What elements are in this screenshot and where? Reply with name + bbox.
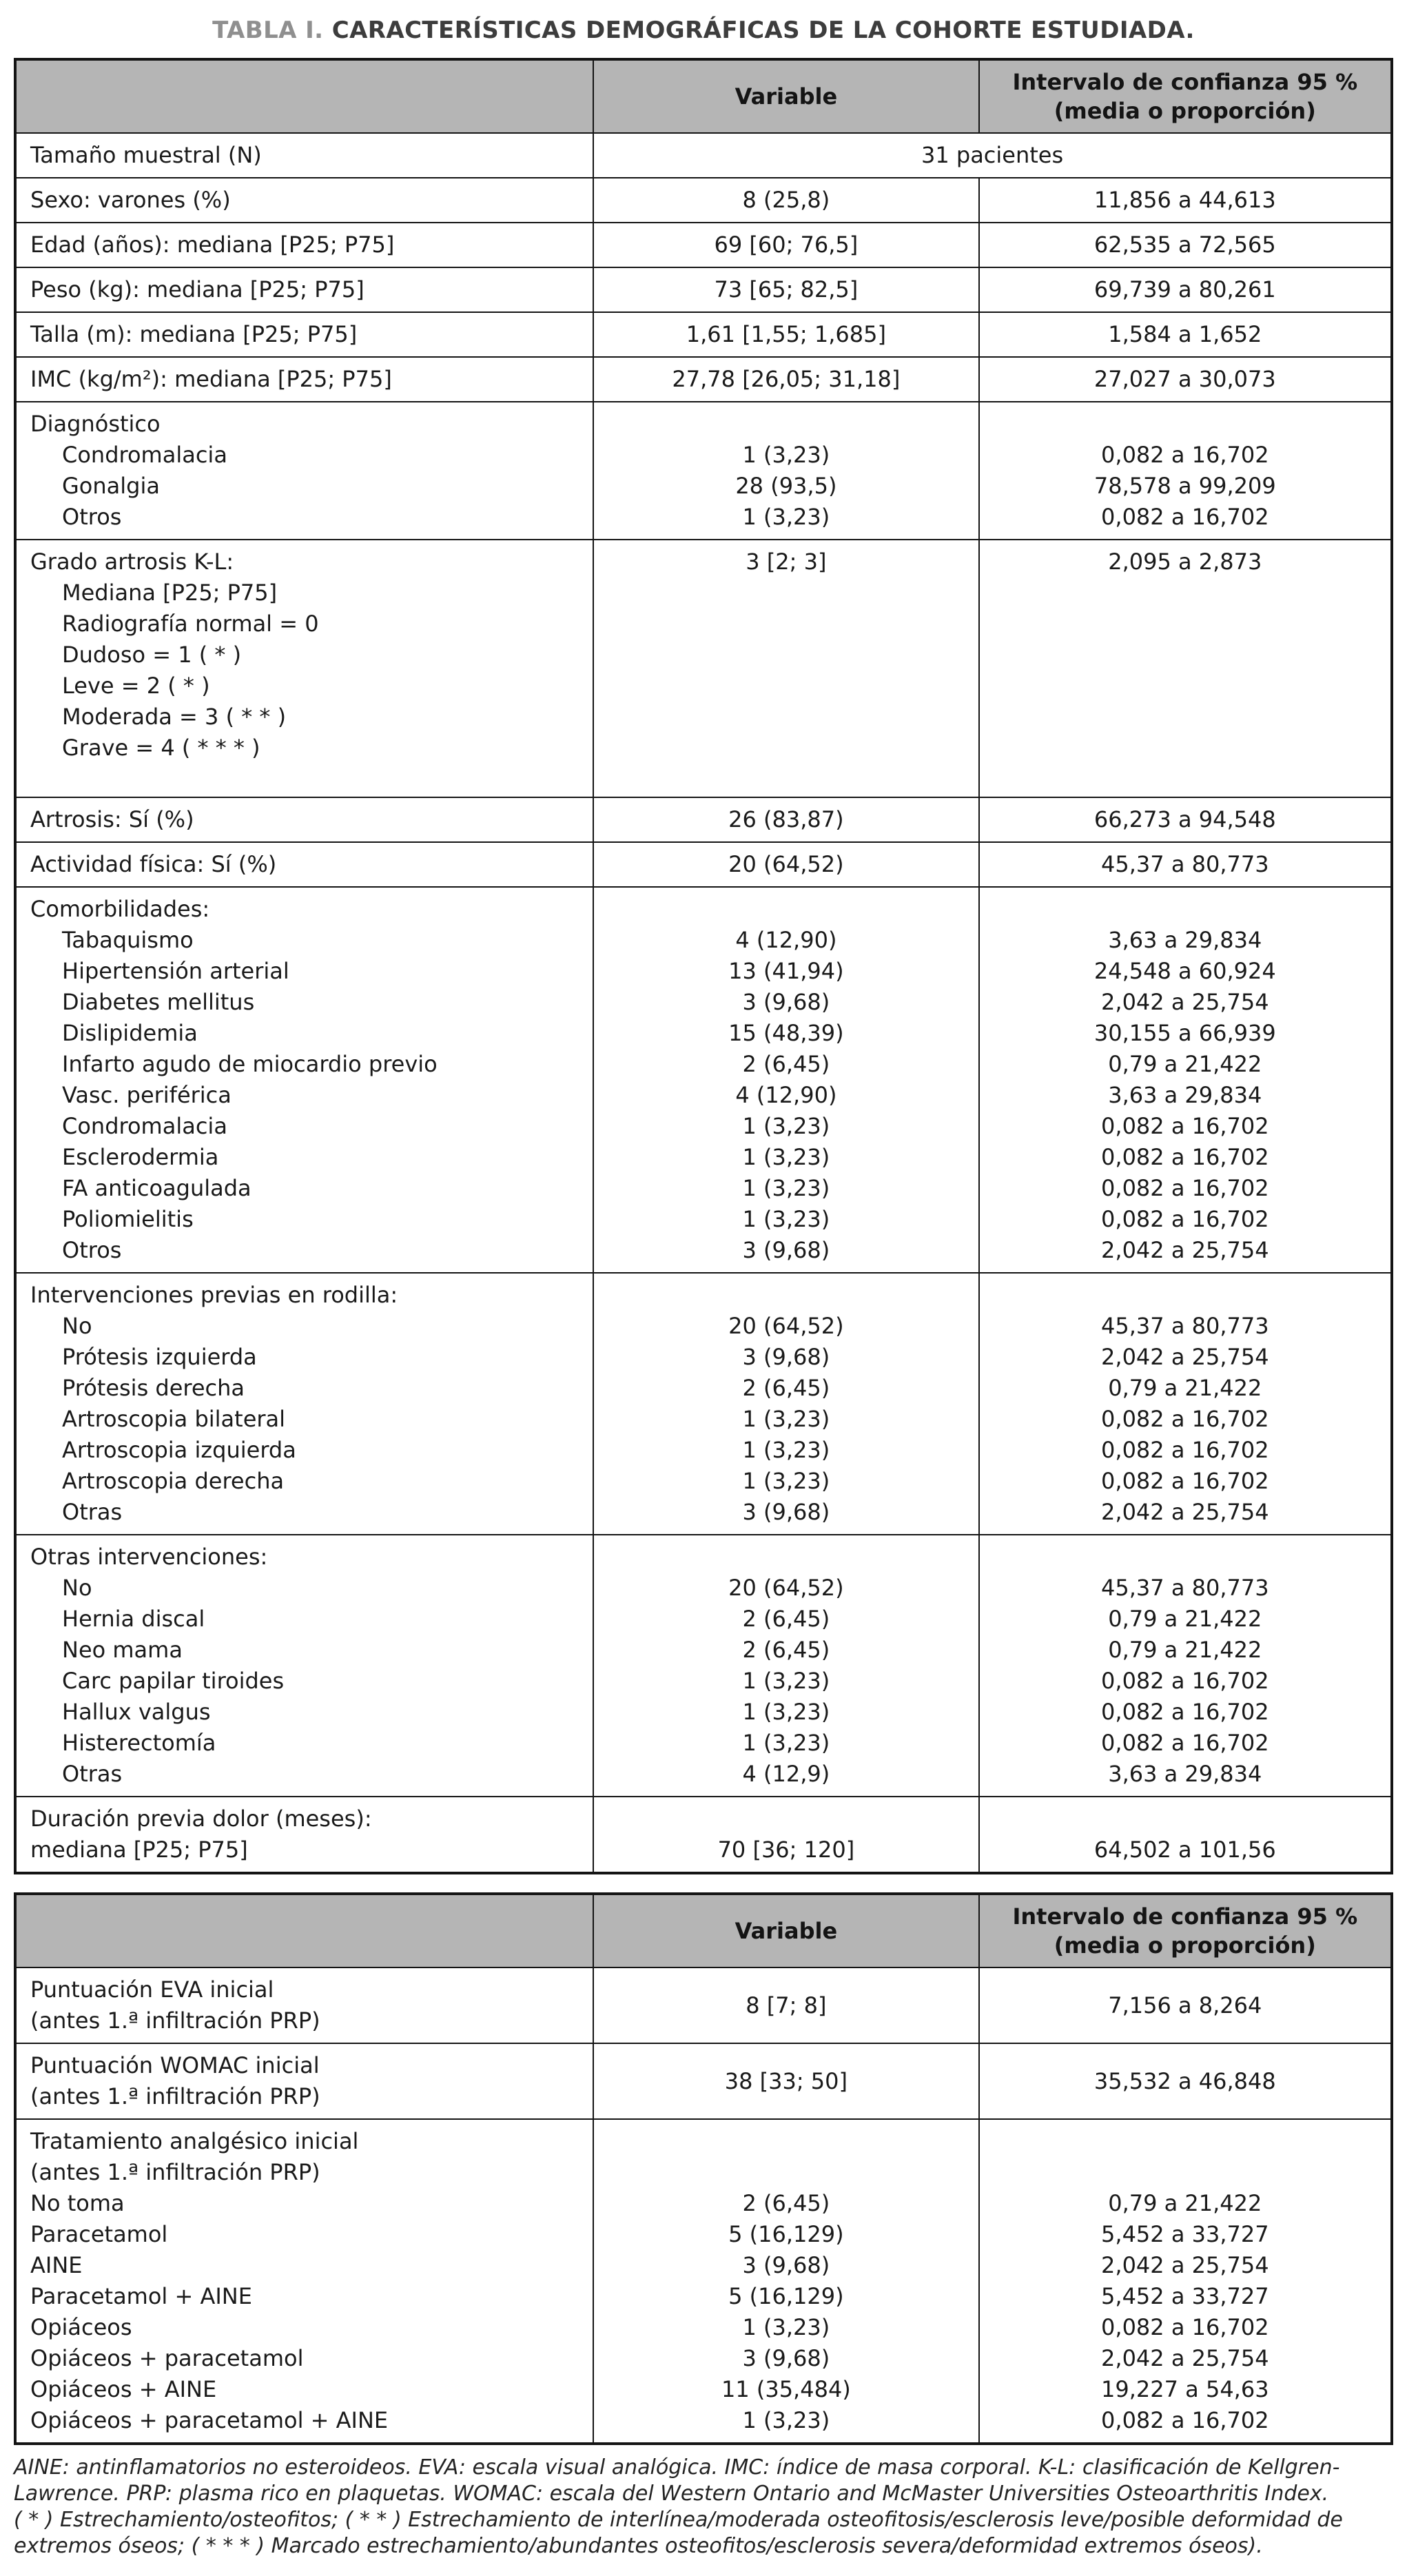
spacer-line — [601, 409, 971, 440]
item-value: 1 (3,23) — [742, 1730, 830, 1756]
row-ci: 45,37 a 80,773 — [979, 842, 1392, 887]
item-ci: 0,79 a 21,422 — [1108, 1606, 1262, 1632]
row-label — [15, 402, 593, 540]
row-label-line: Puntuación WOMAC inicial — [30, 2052, 320, 2078]
item-value: 3 (9,68) — [742, 1499, 830, 1525]
item-label: Carc papilar tiroides — [62, 1668, 285, 1694]
row-value: 3 [2; 3] — [593, 540, 978, 797]
item-value: 1 (3,23) — [742, 2314, 830, 2340]
item-value: 3 (9,68) — [742, 1237, 830, 1263]
row-label — [15, 312, 593, 357]
row-label-line: Duración previa dolor (meses): — [30, 1806, 372, 1832]
item-label: Paracetamol — [30, 2221, 168, 2247]
table-row — [15, 133, 1392, 178]
row-value: 26 (83,87) — [593, 797, 978, 842]
table-group-row — [15, 402, 1392, 540]
row-label — [15, 1273, 593, 1535]
item-value: 1 (3,23) — [742, 1206, 830, 1232]
header-empty-cell — [15, 59, 593, 133]
row-label — [15, 178, 593, 223]
group-label-line: (antes 1.ª infiltración PRP) — [30, 2159, 320, 2185]
item-ci: 2,042 a 25,754 — [1101, 2345, 1269, 2371]
item-label: Poliomielitis — [62, 1206, 194, 1232]
item-ci: 2,042 a 25,754 — [1101, 989, 1269, 1015]
item-label: Artroscopia bilateral — [62, 1406, 286, 1432]
item-ci: 0,082 a 16,702 — [1101, 1437, 1269, 1463]
item-ci: 19,227 a 54,63 — [1101, 2376, 1269, 2402]
item-ci: 2,042 a 25,754 — [1101, 1237, 1269, 1263]
item-value: 4 (12,9) — [742, 1761, 830, 1787]
item-label: No — [62, 1575, 92, 1601]
row-cis — [979, 1273, 1392, 1535]
item-label: Vasc. periférica — [62, 1082, 232, 1108]
item-value: 1 (3,23) — [742, 1437, 830, 1463]
spacer-line — [601, 2157, 971, 2188]
item-ci: 2,042 a 25,754 — [1101, 1499, 1269, 1525]
item-label: Condromalacia — [62, 1113, 227, 1139]
row-cis — [979, 2119, 1392, 2444]
table-header-row — [15, 1894, 1392, 1967]
table-row — [15, 1797, 1392, 1873]
group-label-line: Diagnóstico — [30, 411, 161, 437]
row-label — [15, 1967, 593, 2043]
item-value: 2 (6,45) — [742, 1051, 830, 1077]
spacer-line — [987, 2157, 1384, 2188]
item-label: Otras — [62, 1499, 123, 1525]
row-label-line: Actividad física: Sí (%) — [30, 851, 277, 877]
item-ci: 0,082 a 16,702 — [1101, 2314, 1269, 2340]
row-value: 69 [60; 76,5] — [593, 223, 978, 267]
table-row — [15, 797, 1392, 842]
item-value: 1 (3,23) — [742, 1468, 830, 1494]
item-label: Diabetes mellitus — [62, 989, 255, 1015]
row-ci: 7,156 a 8,264 — [979, 1967, 1392, 2043]
item-ci: 0,79 a 21,422 — [1108, 2190, 1262, 2216]
group-label-line: Intervenciones previas en rodilla: — [30, 1282, 398, 1308]
row-value: 38 [33; 50] — [593, 2043, 978, 2119]
item-value: 4 (12,90) — [735, 1082, 837, 1108]
item-value: 5 (16,129) — [728, 2283, 844, 2309]
row-label — [15, 2043, 593, 2119]
row-label — [15, 223, 593, 267]
item-label: Hipertensión arterial — [62, 958, 289, 984]
row-value: 8 [7; 8] — [593, 1967, 978, 2043]
item-label: Opiáceos — [30, 2314, 132, 2340]
row-ci: 64,502 a 101,56 — [979, 1797, 1392, 1873]
item-ci: 0,082 a 16,702 — [1101, 1175, 1269, 1201]
item-value: 1 (3,23) — [742, 2407, 830, 2433]
item-value: 2 (6,45) — [742, 1637, 830, 1663]
spacer-line — [987, 409, 1384, 440]
row-value: 20 (64,52) — [593, 842, 978, 887]
row-span-value: 31 pacientes — [593, 133, 1392, 178]
item-label: Gonalgia — [62, 473, 160, 499]
item-value: 28 (93,5) — [735, 473, 837, 499]
row-ci: 1,584 a 1,652 — [979, 312, 1392, 357]
row-label-line: Mediana [P25; P75] — [62, 580, 278, 606]
item-value: 2 (6,45) — [742, 1375, 830, 1401]
demographics-table-1 — [14, 58, 1393, 1874]
row-ci: 35,532 a 46,848 — [979, 2043, 1392, 2119]
row-cis — [979, 887, 1392, 1273]
table-title-label: TABLA I. — [212, 17, 324, 44]
item-value: 20 (64,52) — [728, 1313, 844, 1339]
row-label-line: Dudoso = 1 ( * ) — [62, 642, 242, 668]
row-label-line: Talla (m): mediana [P25; P75] — [30, 321, 358, 347]
item-ci: 45,37 a 80,773 — [1101, 1313, 1269, 1339]
item-label: Esclerodermia — [62, 1144, 219, 1170]
item-ci: 3,63 a 29,834 — [1108, 1761, 1262, 1787]
row-values — [593, 2119, 978, 2444]
item-ci: 0,79 a 21,422 — [1108, 1375, 1262, 1401]
header-variable-cell: Variable — [593, 59, 978, 133]
item-ci: 3,63 a 29,834 — [1108, 927, 1262, 953]
table-row — [15, 312, 1392, 357]
item-ci: 24,548 a 60,924 — [1093, 958, 1276, 984]
item-label: Paracetamol + AINE — [30, 2283, 252, 2309]
row-label-line: Artrosis: Sí (%) — [30, 806, 194, 832]
item-ci: 0,79 a 21,422 — [1108, 1051, 1262, 1077]
row-values — [593, 1273, 978, 1535]
item-ci: 0,082 a 16,702 — [1101, 442, 1269, 468]
spacer-line — [601, 2126, 971, 2157]
spacer-line — [601, 1542, 971, 1573]
item-ci: 2,042 a 25,754 — [1101, 1344, 1269, 1370]
row-label-line: (antes 1.ª infiltración PRP) — [30, 2083, 320, 2109]
group-label-line: Comorbilidades: — [30, 896, 210, 922]
tables-container — [14, 58, 1393, 2445]
table-row — [15, 540, 1392, 797]
item-value: 2 (6,45) — [742, 1606, 830, 1632]
item-ci: 78,578 a 99,209 — [1093, 473, 1276, 499]
item-ci: 0,082 a 16,702 — [1101, 2407, 1269, 2433]
item-value: 20 (64,52) — [728, 1575, 844, 1601]
item-value: 4 (12,90) — [735, 927, 837, 953]
header-ci-cell: Intervalo de confianza 95 % (media o proporción) — [979, 59, 1392, 133]
table-row — [15, 357, 1392, 402]
row-value: 73 [65; 82,5] — [593, 267, 978, 312]
table-title-text: CARACTERÍSTICAS DEMOGRÁFICAS DE LA COHORTE ESTUDIADA. — [323, 17, 1195, 44]
item-value: 13 (41,94) — [728, 958, 844, 984]
table-row — [15, 267, 1392, 312]
item-label: Dislipidemia — [62, 1020, 198, 1046]
row-label — [15, 842, 593, 887]
row-label-line: Edad (años): mediana [P25; P75] — [30, 232, 395, 258]
header-empty-cell — [15, 1894, 593, 1967]
item-label: No toma — [30, 2190, 125, 2216]
item-label: Opiáceos + paracetamol — [30, 2345, 304, 2371]
table-row — [15, 178, 1392, 223]
table-header-row — [15, 59, 1392, 133]
row-ci: 27,027 a 30,073 — [979, 357, 1392, 402]
item-value: 1 (3,23) — [742, 1699, 830, 1725]
row-label-line: mediana [P25; P75] — [30, 1837, 248, 1863]
row-label — [15, 887, 593, 1273]
footnote-abbreviations: AINE: antinflamatorios no esteroideos. EVA: escala visual analógica. IMC: índice de masa corporal. K-L: clasificación de Kellgren-Lawrence. PRP: plasma rico en plaquetas. WOMAC: escala del Western Ontario and McMaster Universities Osteoarthritis Index. — [14, 2455, 1340, 2506]
item-label: Histerectomía — [62, 1730, 216, 1756]
row-cis — [979, 1535, 1392, 1797]
item-value: 11 (35,484) — [721, 2376, 851, 2402]
table-row — [15, 223, 1392, 267]
row-label — [15, 797, 593, 842]
item-label: Otros — [62, 504, 122, 530]
spacer-line — [601, 894, 971, 925]
item-value: 3 (9,68) — [742, 2252, 830, 2278]
item-value: 1 (3,23) — [742, 504, 830, 530]
row-label — [15, 540, 593, 797]
item-label: No — [62, 1313, 92, 1339]
item-value: 1 (3,23) — [742, 1668, 830, 1694]
row-label-line: Moderada = 3 ( * * ) — [62, 704, 287, 730]
spacer-line — [987, 2126, 1384, 2157]
row-label-line: Radiografía normal = 0 — [62, 611, 319, 637]
row-label — [15, 267, 593, 312]
row-values — [593, 1535, 978, 1797]
item-ci: 0,082 a 16,702 — [1101, 1406, 1269, 1432]
row-label-line: Grado artrosis K-L: — [30, 549, 234, 575]
row-value: 1,61 [1,55; 1,685] — [593, 312, 978, 357]
item-ci: 2,042 a 25,754 — [1101, 2252, 1269, 2278]
row-label — [15, 2119, 593, 2444]
row-value: 70 [36; 120] — [593, 1797, 978, 1873]
item-value: 1 (3,23) — [742, 1144, 830, 1170]
item-label: Prótesis izquierda — [62, 1344, 257, 1370]
item-value: 1 (3,23) — [742, 1113, 830, 1139]
row-ci: 62,535 a 72,565 — [979, 223, 1392, 267]
item-value: 1 (3,23) — [742, 1175, 830, 1201]
item-value: 1 (3,23) — [742, 442, 830, 468]
row-values — [593, 402, 978, 540]
item-ci: 0,082 a 16,702 — [1101, 1468, 1269, 1494]
row-label-line: IMC (kg/m²): mediana [P25; P75] — [30, 366, 392, 392]
item-ci: 30,155 a 66,939 — [1093, 1020, 1276, 1046]
table-group-row — [15, 1535, 1392, 1797]
item-value: 3 (9,68) — [742, 989, 830, 1015]
item-label: AINE — [30, 2252, 83, 2278]
item-label: Otras — [62, 1761, 123, 1787]
group-label-line: Tratamiento analgésico inicial — [30, 2128, 359, 2154]
item-ci: 0,082 a 16,702 — [1101, 1699, 1269, 1725]
item-label: Condromalacia — [62, 442, 227, 468]
table-group-row — [15, 1273, 1392, 1535]
row-value: 27,78 [26,05; 31,18] — [593, 357, 978, 402]
table-group-row — [15, 887, 1392, 1273]
item-value: 1 (3,23) — [742, 1406, 830, 1432]
item-label: Artroscopia izquierda — [62, 1437, 296, 1463]
spacer-line — [601, 1280, 971, 1311]
demographics-table-2 — [14, 1892, 1393, 2445]
row-ci: 66,273 a 94,548 — [979, 797, 1392, 842]
footnotes — [14, 2455, 1393, 2559]
item-ci: 0,79 a 21,422 — [1108, 1637, 1262, 1663]
item-ci: 0,082 a 16,702 — [1101, 1113, 1269, 1139]
spacer-line — [987, 1280, 1384, 1311]
row-label-line: Sexo: varones (%) — [30, 187, 231, 213]
item-label: Neo mama — [62, 1637, 183, 1663]
table-group-row — [15, 2119, 1392, 2444]
row-label-line: Grave = 4 ( * * * ) — [62, 735, 260, 761]
item-label: Tabaquismo — [62, 927, 194, 953]
row-ci: 11,856 a 44,613 — [979, 178, 1392, 223]
item-label: Otros — [62, 1237, 122, 1263]
table-row — [15, 1967, 1392, 2043]
row-label — [15, 357, 593, 402]
header-ci-cell: Intervalo de confianza 95 % (media o proporción) — [979, 1894, 1392, 1967]
footnote-symbols: ( * ) Estrechamiento/osteofitos; ( * * ) Estrechamiento de interlínea/moderada osteofitosis/esclerosis leve/posible deformidad de extremos óseos; ( * * * ) Marcado estrechamiento/abundantes osteofitos/esclerosis severa/deformidad extremos óseos). — [14, 2508, 1343, 2558]
item-label: Infarto agudo de miocardio previo — [62, 1051, 438, 1077]
item-ci: 0,082 a 16,702 — [1101, 504, 1269, 530]
item-ci: 0,082 a 16,702 — [1101, 1668, 1269, 1694]
row-label: Tamaño muestral (N) — [15, 133, 593, 178]
item-ci: 5,452 a 33,727 — [1101, 2221, 1269, 2247]
item-ci: 5,452 a 33,727 — [1101, 2283, 1269, 2309]
header-variable-cell: Variable — [593, 1894, 978, 1967]
table-row — [15, 2043, 1392, 2119]
item-label: Hernia discal — [62, 1606, 205, 1632]
item-label: Artroscopia derecha — [62, 1468, 285, 1494]
item-value: 2 (6,45) — [742, 2190, 830, 2216]
item-ci: 3,63 a 29,834 — [1108, 1082, 1262, 1108]
item-label: FA anticoagulada — [62, 1175, 251, 1201]
row-value: 8 (25,8) — [593, 178, 978, 223]
item-ci: 45,37 a 80,773 — [1101, 1575, 1269, 1601]
item-ci: 0,082 a 16,702 — [1101, 1730, 1269, 1756]
spacer-line — [987, 894, 1384, 925]
row-cis — [979, 402, 1392, 540]
item-ci: 0,082 a 16,702 — [1101, 1206, 1269, 1232]
group-label-line: Otras intervenciones: — [30, 1544, 268, 1570]
item-ci: 0,082 a 16,702 — [1101, 1144, 1269, 1170]
spacer-line — [987, 1542, 1384, 1573]
row-values — [593, 887, 978, 1273]
item-value: 3 (9,68) — [742, 2345, 830, 2371]
row-ci: 2,095 a 2,873 — [979, 540, 1392, 797]
row-label — [15, 1797, 593, 1873]
row-label-line: Leve = 2 ( * ) — [62, 673, 210, 699]
item-label: Hallux valgus — [62, 1699, 211, 1725]
item-value: 15 (48,39) — [728, 1020, 844, 1046]
row-label — [15, 1535, 593, 1797]
item-value: 5 (16,129) — [728, 2221, 844, 2247]
row-label-line: (antes 1.ª infiltración PRP) — [30, 2007, 320, 2034]
row-label-line: Peso (kg): mediana [P25; P75] — [30, 276, 364, 303]
row-ci: 69,739 a 80,261 — [979, 267, 1392, 312]
table-row — [15, 842, 1392, 887]
item-value: 3 (9,68) — [742, 1344, 830, 1370]
table-title — [14, 17, 1393, 44]
item-label: Prótesis derecha — [62, 1375, 245, 1401]
item-label: Opiáceos + AINE — [30, 2376, 217, 2402]
item-label: Opiáceos + paracetamol + AINE — [30, 2407, 389, 2433]
row-label-line: Puntuación EVA inicial — [30, 1976, 274, 2003]
